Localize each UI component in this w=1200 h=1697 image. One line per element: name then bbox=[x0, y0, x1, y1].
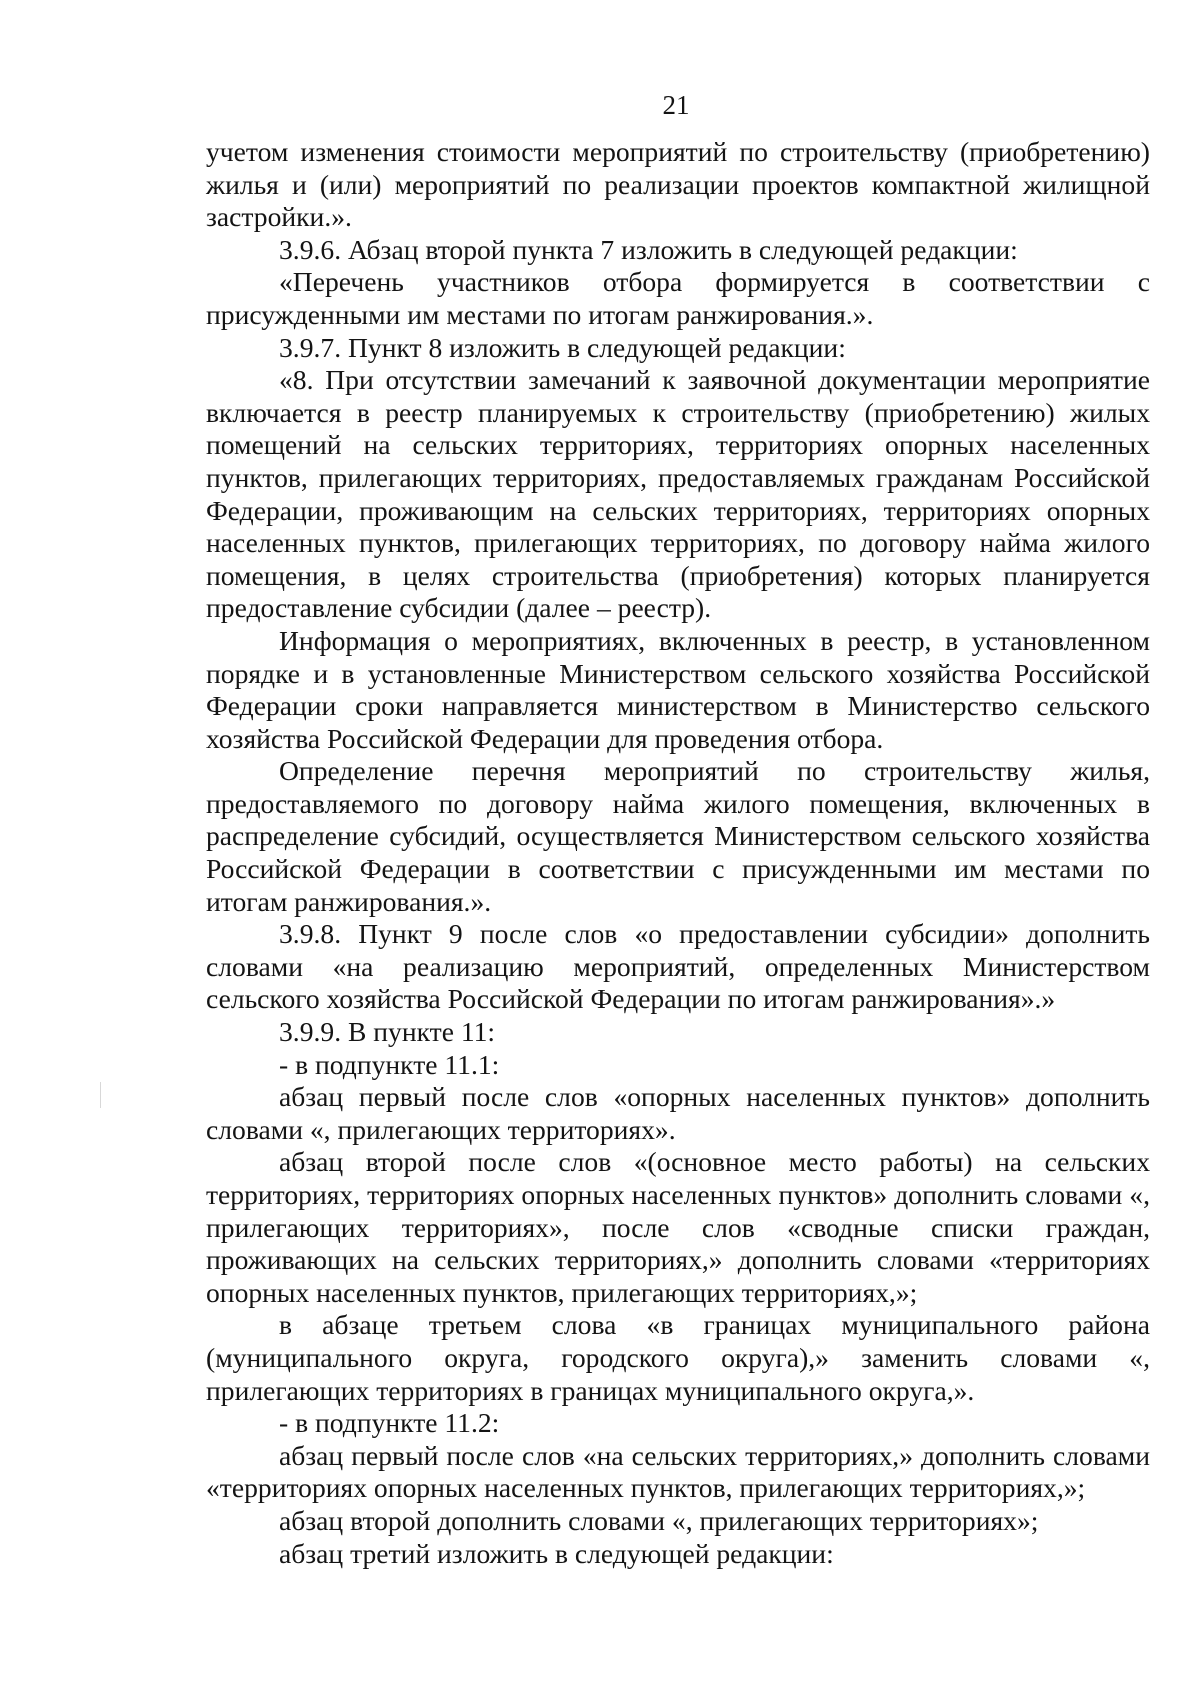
paragraph-11-1-first: абзац первый после слов «опорных населенных пунктов» дополнить словами «, прилегающих территориях». bbox=[206, 1081, 1150, 1145]
paragraph-11-2-third: абзац третий изложить в следующей редакции: bbox=[279, 1537, 834, 1569]
paragraph-subpoint-11-2: - в подпункте 11.2: bbox=[279, 1407, 500, 1439]
margin-scan-mark bbox=[100, 1082, 101, 1108]
paragraph-11-2-first: абзац первый после слов «на сельских территориях,» дополнить словами «территориях опорных населенных пунктов, прилегающих территориях,»; bbox=[206, 1439, 1150, 1504]
paragraph-3-9-8: 3.9.8. Пункт 9 после слов «о предоставлении субсидии» дополнить словами «на реализацию мероприятий, определенных Министерством сельского хозяйства Российской Федерации по итогам ранжирования».» bbox=[206, 918, 1150, 1015]
paragraph-continuation: учетом изменения стоимости мероприятий по строительству (приобретению) жилья и (или) мероприятий по реализации проектов компактной жилищной застройки.». bbox=[206, 136, 1150, 233]
paragraph-11-1-second: абзац второй после слов «(основное место работы) на сельских территориях, территориях опорных населенных пунктов» дополнить словами «, прилегающих территориях», после слов «сводные списки граждан, проживающих на сельских территориях,» дополнить словами «территориях опорных населенных пунктов, прилегающих территориях,»; bbox=[206, 1146, 1150, 1308]
paragraph-quote-list: «Перечень участников отбора формируется в соответствии с присужденными им местами по итогам ранжирования.». bbox=[206, 266, 1150, 330]
paragraph-point-8: «8. При отсутствии замечаний к заявочной документации мероприятие включается в реестр планируемых к строительству (приобретению) жилых помещений на сельских территориях, территориях опорных населенных пунктов, прилегающих территориях, предоставляемых гражданам Российской Федерации, проживающим на сельских территориях, территориях опорных населенных пунктов, прилегающих территориях, по договору найма жилого помещения, в целях строительства (приобретения) которых планируется предоставление субсидии (далее – реестр). bbox=[206, 364, 1150, 624]
paragraph-11-2-second: абзац второй дополнить словами «, прилегающих территориях»; bbox=[279, 1504, 1039, 1536]
paragraph-3-9-7: 3.9.7. Пункт 8 изложить в следующей редакции: bbox=[279, 331, 846, 363]
paragraph-determination: Определение перечня мероприятий по строительству жилья, предоставляемого по договору найма жилого помещения, включенных в распределение субсидий, осуществляется Министерством сельского хозяйства Российской Федерации в соответствии с присужденными им местами по итогам ранжирования.». bbox=[206, 755, 1150, 917]
paragraph-3-9-9: 3.9.9. В пункте 11: bbox=[279, 1016, 496, 1048]
paragraph-subpoint-11-1: - в подпункте 11.1: bbox=[279, 1048, 500, 1080]
page-number: 21 bbox=[662, 90, 690, 120]
paragraph-11-1-third: в абзаце третьем слова «в границах муниципального района (муниципального округа, городского округа),» заменить словами «, прилегающих территориях в границах муниципального округа,». bbox=[206, 1309, 1150, 1406]
paragraph-3-9-6: 3.9.6. Абзац второй пункта 7 изложить в следующей редакции: bbox=[279, 233, 1018, 265]
document-body bbox=[206, 136, 1150, 1570]
paragraph-registry-info: Информация о мероприятиях, включенных в реестр, в установленном порядке и в установленные Министерством сельского хозяйства Российской Федерации сроки направляется министерством в Министерство сельского хозяйства Российской Федерации для проведения отбора. bbox=[206, 624, 1150, 754]
